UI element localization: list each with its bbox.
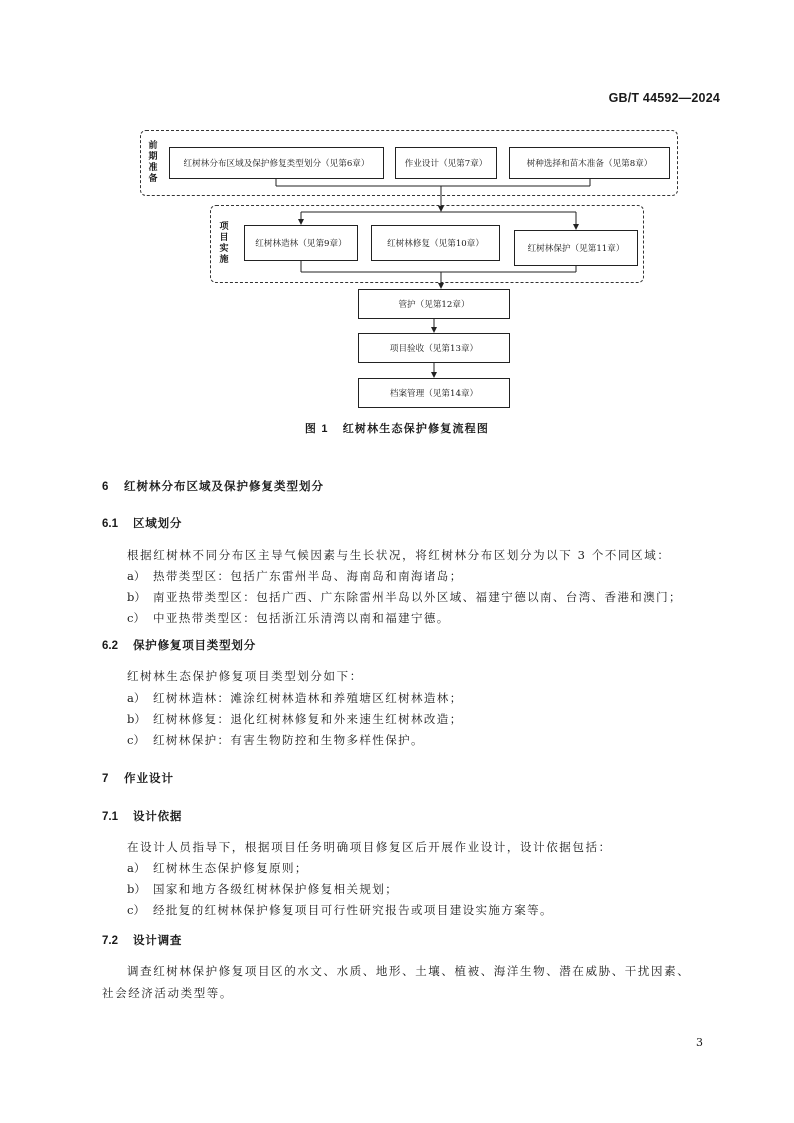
prep-label-char: 准 bbox=[148, 163, 158, 173]
section-7-1-heading bbox=[102, 808, 182, 824]
flowchart-connectors bbox=[0, 0, 794, 430]
section-number: 6.1 bbox=[102, 518, 118, 530]
section-6-heading bbox=[102, 478, 324, 494]
section-number: 6.2 bbox=[102, 640, 118, 652]
list-text: 热带类型区：包括广东雷州半岛、海南岛和南海诸岛； bbox=[153, 569, 463, 583]
list-item bbox=[127, 881, 398, 897]
list-marker: a） bbox=[127, 569, 146, 583]
section-title: 设计调查 bbox=[133, 935, 183, 947]
section-title: 作业设计 bbox=[124, 773, 174, 785]
list-text: 中亚热带类型区：包括浙江乐清湾以南和福建宁德。 bbox=[153, 611, 450, 625]
page-number: 3 bbox=[696, 1036, 703, 1049]
list-text: 红树林修复：退化红树林修复和外来速生红树林改造； bbox=[153, 712, 463, 726]
section-6-1-intro: 根据红树林不同分布区主导气候因素与生长状况，将红树林分布区划分为以下 3 个不同区域： bbox=[127, 548, 671, 562]
section-7-2-heading bbox=[102, 932, 182, 948]
list-item bbox=[127, 860, 308, 876]
figure-number: 图 1 bbox=[304, 423, 329, 435]
list-marker: b） bbox=[127, 590, 146, 604]
list-item bbox=[127, 568, 463, 584]
standard-number: GB/T 44592—2024 bbox=[608, 91, 720, 105]
section-number: 7 bbox=[102, 773, 109, 785]
list-item bbox=[127, 589, 682, 605]
list-marker: a） bbox=[127, 861, 146, 875]
impl-label-char: 施 bbox=[219, 255, 229, 265]
section-number: 7.2 bbox=[102, 935, 118, 947]
list-text: 南亚热带类型区：包括广西、广东除雷州半岛以外区域、福建宁德以南、台湾、香港和澳门； bbox=[153, 590, 682, 604]
list-marker: b） bbox=[127, 882, 146, 896]
section-title: 红树林分布区域及保护修复类型划分 bbox=[124, 481, 324, 493]
impl-label-char: 项 bbox=[219, 222, 229, 232]
section-6-2-intro: 红树林生态保护修复项目类型划分如下： bbox=[127, 669, 363, 683]
figure-caption bbox=[0, 420, 794, 436]
section-6-2-heading bbox=[102, 637, 256, 653]
prep-label-char: 期 bbox=[148, 152, 158, 162]
section-7-heading bbox=[102, 770, 174, 786]
impl-label-char: 实 bbox=[219, 244, 229, 254]
impl-box-afforestation: 红树林造林（见第9章） bbox=[244, 225, 358, 261]
impl-box-protection: 红树林保护（见第11章） bbox=[514, 230, 638, 266]
chain-box-acceptance: 项目验收（见第13章） bbox=[358, 333, 510, 363]
list-item bbox=[127, 732, 424, 748]
section-7-2-para-line-2: 社会经济活动类型等。 bbox=[102, 986, 233, 1000]
section-number: 6 bbox=[102, 481, 109, 493]
chain-box-archive: 档案管理（见第14章） bbox=[358, 378, 510, 408]
section-title: 区域划分 bbox=[133, 518, 183, 530]
list-marker: c） bbox=[127, 733, 145, 747]
list-item bbox=[127, 711, 463, 727]
section-title: 保护修复项目类型划分 bbox=[133, 640, 256, 652]
section-number: 7.1 bbox=[102, 811, 118, 823]
list-text: 国家和地方各级红树林保护修复相关规划； bbox=[153, 882, 399, 896]
list-item bbox=[127, 690, 463, 706]
prep-box-design: 作业设计（见第7章） bbox=[395, 147, 497, 179]
list-item bbox=[127, 610, 450, 626]
list-text: 红树林生态保护修复原则； bbox=[153, 861, 308, 875]
impl-label-char: 目 bbox=[219, 233, 229, 243]
prep-box-zoning: 红树林分布区域及保护修复类型划分（见第6章） bbox=[169, 147, 384, 179]
section-title: 设计依据 bbox=[133, 811, 183, 823]
figure-title: 红树林生态保护修复流程图 bbox=[342, 423, 490, 435]
list-text: 经批复的红树林保护修复项目可行性研究报告或项目建设实施方案等。 bbox=[153, 903, 553, 917]
list-text: 红树林造林：滩涂红树林造林和养殖塘区红树林造林； bbox=[153, 691, 463, 705]
section-7-2-para-line-1: 调查红树林保护修复项目区的水文、水质、地形、土壤、植被、海洋生物、潜在威胁、干扰因素、 bbox=[127, 964, 691, 978]
list-item bbox=[127, 902, 553, 918]
section-6-1-heading bbox=[102, 515, 182, 531]
list-text: 红树林保护：有害生物防控和生物多样性保护。 bbox=[153, 733, 424, 747]
list-marker: c） bbox=[127, 903, 145, 917]
prep-label-char: 备 bbox=[148, 174, 158, 184]
list-marker: b） bbox=[127, 712, 146, 726]
list-marker: c） bbox=[127, 611, 145, 625]
impl-box-restoration: 红树林修复（见第10章） bbox=[371, 225, 500, 261]
section-7-1-intro: 在设计人员指导下，根据项目任务明确项目修复区后开展作业设计，设计依据包括： bbox=[127, 840, 612, 854]
chain-box-management: 管护（见第12章） bbox=[358, 289, 510, 319]
list-marker: a） bbox=[127, 691, 146, 705]
prep-label-char: 前 bbox=[148, 141, 158, 151]
prep-box-seedling: 树种选择和苗木准备（见第8章） bbox=[509, 147, 670, 179]
